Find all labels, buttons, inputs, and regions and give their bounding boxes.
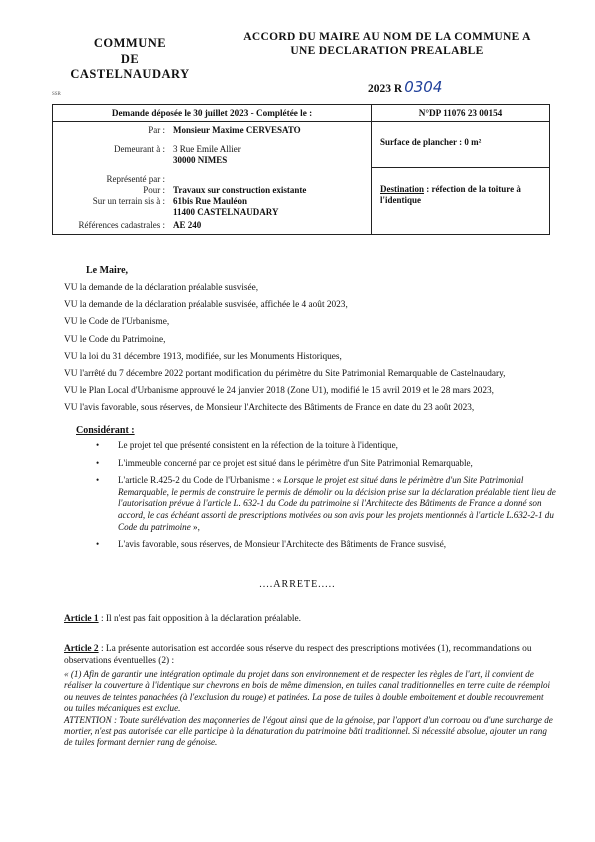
bullet-icon: • bbox=[96, 539, 100, 550]
info-row: Demeurant à : 3 Rue Emile Allier bbox=[114, 144, 241, 154]
request-info-table bbox=[52, 104, 550, 235]
small-reference: SSR bbox=[52, 92, 61, 97]
vu-item: VU la demande de la déclaration préalable susvisée, affichée le 4 août 2023, bbox=[64, 300, 348, 311]
considerant-item: • L'article R.425-2 du Code de l'Urbanisme : « Lorsque le projet est situé dans le périmètre d'un Site Patrimonial Remarquable, le permis de construire le permis de démolir ou la décision prise sur la déclaration préalable tient lieu de l'autorisation prévue à l'article L. 632-1 du Code du patrimoine si l'Architecte des Bâtiments de France a donné son accord, le cas échéant assorti de prescriptions motivées ou son avis pour les projets mentionnés à l'article L.632-2-1 du Code du patrimoine », bbox=[96, 475, 556, 532]
article-1 bbox=[64, 614, 301, 624]
vu-item: VU l'arrêté du 7 décembre 2022 portant modification du périmètre du Site Patrimonial Remarquable de Castelnaudary, bbox=[64, 369, 506, 380]
info-row: 30000 NIMES bbox=[173, 155, 228, 165]
vu-item: VU le Plan Local d'Urbanisme approuvé le 24 janvier 2018 (Zone U1), modifié le 15 avril 2019 et le 28 mars 2023, bbox=[64, 386, 494, 397]
commune-line-1: COMMUNE bbox=[93, 36, 167, 50]
info-row: Pour : Travaux sur construction existante bbox=[143, 185, 307, 195]
vu-list bbox=[64, 280, 554, 418]
vu-item: VU la loi du 31 décembre 1913, modifiée, sur les Monuments Historiques, bbox=[64, 351, 342, 362]
document-title-line-2: UNE DECLARATION PREALABLE bbox=[290, 45, 484, 57]
destination-label: Destination bbox=[380, 184, 425, 194]
article-2-attention: ATTENTION : Toute surélévation des maçonneries de l'égout ainsi que de la génoise, par l'apport d'un corroau ou d'une surcharge de mortier, n'est pas autorisée car elle participe à la dénaturation du patrimoine bâti traditionnel. Si nécessité absolue, ajouter un rang de tuiles formant dernier rang de génoise. bbox=[64, 714, 553, 748]
vu-item: VU l'avis favorable, sous réserves, de Monsieur l'Architecte des Bâtiments de France en date du 23 août 2023, bbox=[64, 403, 475, 414]
destination-value: : réfection de la toiture à l'identique bbox=[380, 184, 521, 205]
bullet-icon: • bbox=[96, 440, 100, 450]
considerant-item: • L'immeuble concerné par ce projet est situé dans le périmètre d'un Site Patrimonial Remarquable, bbox=[96, 457, 473, 468]
considerant-list bbox=[96, 440, 558, 557]
vu-item: VU le Code du Patrimoine, bbox=[64, 334, 166, 345]
vu-item: VU la demande de la déclaration préalable susvisée, bbox=[64, 283, 259, 293]
year-reference bbox=[368, 78, 442, 96]
quoted-article: Lorsque le projet est situé dans le périmètre d'un Site Patrimonial Remarquable, le permis de construire le permis de démolir ou la décision prise sur la déclaration préalable tient lieu de l'autorisation prévue à l'article L. 632-1 du Code du patrimoine si l'Architecte des Bâtiments de France a donné son accord, le cas échéant assorti de prescriptions motivées ou son avis pour les projets mentionnés à l'article L.632-2-1 du Code du patrimoine bbox=[118, 475, 556, 532]
considerant-heading: Considérant : bbox=[76, 425, 135, 436]
request-date-cell: Demande déposée le 30 juillet 2023 - Complétée le : bbox=[53, 105, 372, 122]
commune-line-3: CASTELNAUDARY bbox=[70, 67, 190, 81]
destination bbox=[372, 168, 549, 206]
info-row: Par : Monsieur Maxime CERVESATO bbox=[148, 125, 301, 135]
article-1-label: Article 1 bbox=[64, 614, 99, 624]
document-title bbox=[222, 30, 552, 58]
bullet-icon: • bbox=[96, 457, 100, 468]
info-row: Représenté par : bbox=[106, 174, 165, 184]
considerant-item: • L'avis favorable, sous réserves, de Monsieur l'Architecte des Bâtiments de France susvisé, bbox=[96, 539, 447, 550]
handwritten-reference-number: 0304 bbox=[404, 78, 443, 96]
le-maire-heading: Le Maire, bbox=[86, 265, 129, 276]
document-title-line-1: ACCORD DU MAIRE AU NOM DE LA COMMUNE A bbox=[243, 31, 531, 43]
article-1-text: : Il n'est pas fait opposition à la déclaration préalable. bbox=[98, 614, 302, 624]
info-row: Sur un terrain sis à : 61bis Rue Mauléon bbox=[92, 196, 248, 206]
article-2 bbox=[64, 643, 554, 749]
considerant-item: • Le projet tel que présenté consistent en la réfection de la toiture à l'identique, bbox=[96, 440, 398, 450]
surface-destination-cell bbox=[372, 122, 550, 235]
dp-number-cell: N°DP 11076 23 00154 bbox=[372, 105, 550, 122]
article-2-label: Article 2 bbox=[64, 644, 99, 654]
article-2-prescription: « (1) Afin de garantir une intégration optimale du projet dans son environnement et de respecter les règles de l'art, il convient de réaliser la couverture à l'identique sur chevrons en bois de même dimension, en tuiles canal traditionnelles en terre cuite de réemploi ou neuves de teintes panachées (à l'exclusion du rouge) et patinées. La pose de tuiles à double emboitement et double recouvrement ou tuiles mécaniques est exclue. bbox=[64, 669, 551, 714]
surface-plancher: Surface de plancher : 0 m² bbox=[372, 122, 549, 168]
bullet-icon: • bbox=[96, 475, 100, 486]
info-row: 11400 CASTELNAUDARY bbox=[173, 207, 279, 217]
vu-item: VU le Code de l'Urbanisme, bbox=[64, 317, 170, 328]
commune-line-2: DE bbox=[120, 51, 140, 66]
commune-header bbox=[50, 36, 210, 83]
applicant-details bbox=[53, 122, 372, 235]
article-2-text: : La présente autorisation est accordée sous réserve du respect des prescriptions motivées (1), recommandations ou observations éventuelles (2) : bbox=[64, 644, 532, 666]
arrete-heading: ....ARRETE..... bbox=[259, 579, 336, 590]
year-reference-prefix: 2023 R bbox=[368, 83, 403, 95]
info-row: Références cadastrales : AE 240 bbox=[78, 220, 202, 230]
